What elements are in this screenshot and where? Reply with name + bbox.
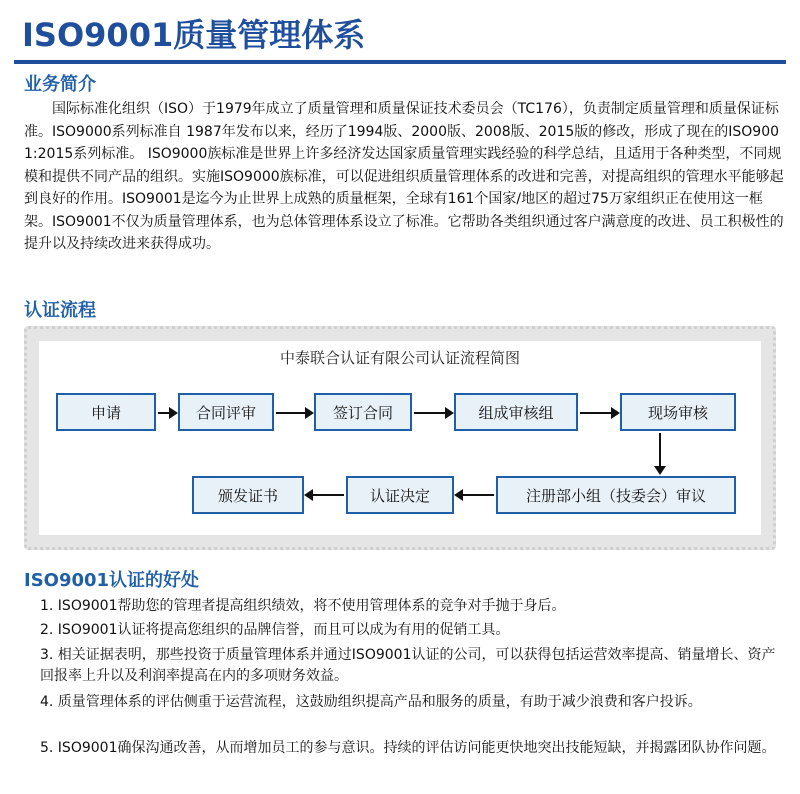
- step-certification-decision: 认证决定: [346, 476, 454, 514]
- step-issue-certificate: 颁发证书: [192, 476, 304, 514]
- arrow-right: [580, 412, 618, 414]
- flow-heading: 认证流程: [24, 300, 96, 321]
- benefit-item: 3. 相关证据表明，那些投资于质量管理体系并通过ISO9001认证的公司，可以获得包括运营效率提高、销量增长、资产回报率上升以及利润率提高在内的多项财务效益。: [40, 647, 776, 684]
- arrow-right: [414, 412, 452, 414]
- arrow-right: [158, 412, 176, 414]
- benefit-item: 5. ISO9001确保沟通改善，从而增加员工的参与意识。持续的评估访问能更快地突出技能短缺，并揭露团队协作问题。: [40, 740, 776, 756]
- benefit-item: 4. 质量管理体系的评估侧重于运营流程，这鼓励组织提高产品和服务的质量，有助于减少浪费和客户投诉。: [40, 694, 702, 710]
- page-title: ISO9001质量管理体系: [22, 16, 366, 54]
- title-divider: [14, 60, 786, 64]
- step-sign-contract: 签订合同: [314, 393, 412, 431]
- step-committee-review: 注册部小组（技委会）审议: [496, 476, 736, 514]
- step-onsite-audit: 现场审核: [620, 393, 736, 431]
- intro-heading: 业务简介: [24, 74, 96, 95]
- arrow-left: [456, 494, 494, 496]
- benefit-item: 2. ISO9001认证将提高您组织的品牌信誉，而且可以成为有用的促销工具。: [40, 622, 510, 638]
- benefits-heading: ISO9001认证的好处: [24, 570, 200, 591]
- flow-chart-title: 中泰联合认证有限公司认证流程简图: [279, 349, 520, 367]
- arrow-down: [659, 433, 661, 473]
- step-form-audit-team: 组成审核组: [454, 393, 578, 431]
- arrow-right: [276, 412, 312, 414]
- step-contract-review: 合同评审: [178, 393, 274, 431]
- intro-paragraph: 国际标准化组织（ISO）于1979年成立了质量管理和质量保证技术委员会（TC176），负责制定质量管理和质量保证标准。ISO9000系列标准自 1987年发布以来，经历了1994版、2000版、2008版、2015版的修改，形成了现在的ISO9001:2015系列标准。 ISO9000族标准是世界上许多经济发达国家质量管理实践经验的科学总结，且适用于各种类型，不同规模和提供不同产品的组织。实施ISO9000族标准，可以促进组织质量管理体系的改进和完善，对提高组织的管理水平能够起到良好的作用。ISO9001是迄今为止世界上成熟的质量框架，全球有161个国家/地区的超过75万家组织正在使用这一框架。ISO9001不仅为质量管理体系，也为总体管理体系设立了标准。它帮助各类组织通过客户满意度的改进、员工积极性的提升以及持续改进来获得成功。: [24, 101, 784, 252]
- step-apply: 申请: [56, 393, 156, 431]
- arrow-left: [306, 494, 344, 496]
- benefit-item: 1. ISO9001帮助您的管理者提高组织绩效，将不使用管理体系的竞争对手抛于身后。: [40, 598, 566, 614]
